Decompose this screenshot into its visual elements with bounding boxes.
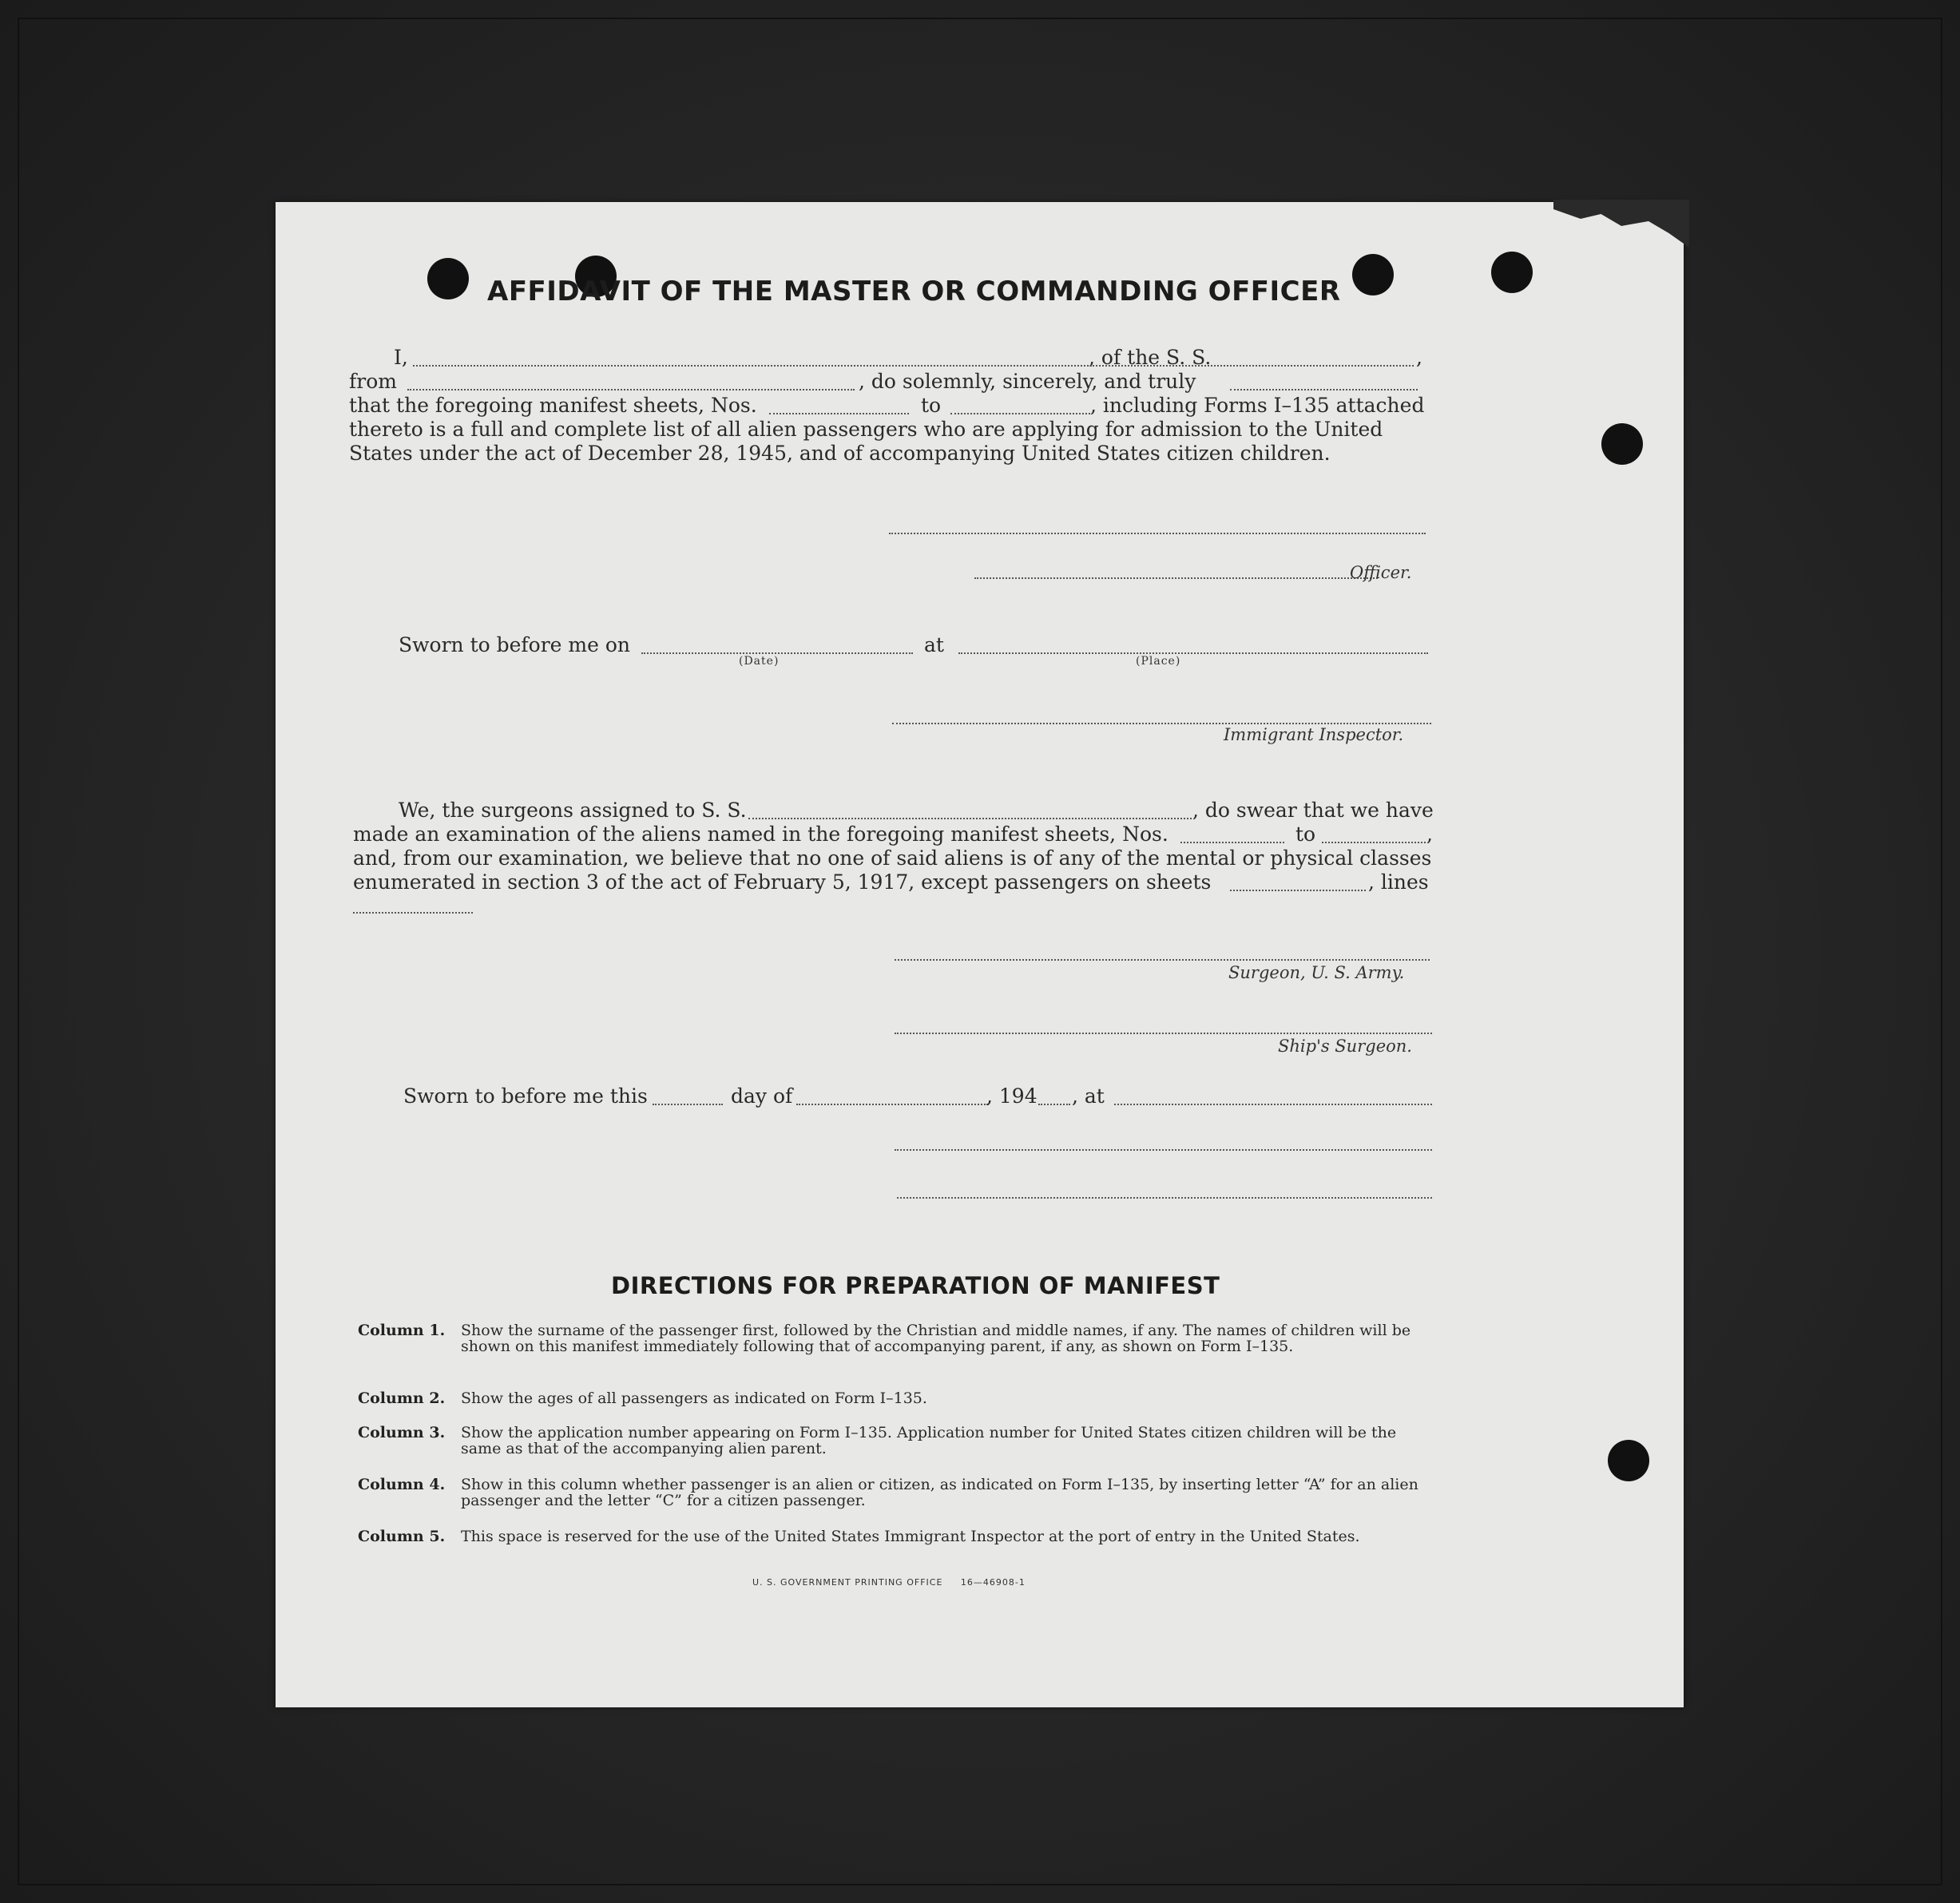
sworn-day-field[interactable]: [653, 1104, 723, 1105]
document-page: [276, 202, 1684, 1707]
column-1-label: Column 1.: [358, 1322, 446, 1339]
sworn-at-text: at: [924, 633, 944, 656]
surgeon-sheet-from-field[interactable]: [1180, 842, 1284, 843]
column-5-label: Column 5.: [358, 1528, 446, 1545]
printing-office-footer: U. S. GOVERNMENT PRINTING OFFICE 16—46908-1: [752, 1577, 1026, 1588]
inspector-label: Immigrant Inspector.: [1224, 725, 1404, 744]
officer-title-line[interactable]: [974, 577, 1378, 579]
affidavit-solemnly: , do solemnly, sincerely, and truly: [859, 370, 1196, 393]
ship-name-field[interactable]: [1090, 365, 1414, 367]
affidavit-title: AFFIDAVIT OF THE MASTER OR COMMANDING OFFICER: [487, 276, 1341, 307]
surgeons-line3: and, from our examination, we believe that no one of said aliens is of any of the mental or physical classes: [353, 846, 1432, 870]
affidavit-i: I,: [394, 346, 408, 369]
column-5-text: This space is reserved for the use of the United States Immigrant Inspector at the port of entry in the United States.: [461, 1528, 1360, 1545]
witness-signature-line-2[interactable]: [897, 1197, 1432, 1199]
sworn-at-place-field[interactable]: [1114, 1104, 1432, 1105]
except-lines-field[interactable]: [353, 912, 473, 914]
affidavit-line5: States under the act of December 28, 1945, and of accompanying United States citizen children.: [349, 442, 1331, 465]
surgeons-line1: We, the surgeons assigned to S. S.: [399, 799, 747, 822]
sworn-this-text: Sworn to before me this: [403, 1084, 648, 1108]
column-3-text: Show the application number appearing on Form I–135. Application number for United States citizen children will be the same as that of the accompanying alien parent.: [461, 1424, 1397, 1457]
affidavit-to: to: [921, 394, 942, 417]
directions-title: DIRECTIONS FOR PREPARATION OF MANIFEST: [611, 1272, 1220, 1299]
affidavit-line4: thereto is a full and complete list of all alien passengers who are applying for admission to the United: [349, 418, 1383, 441]
officer-signature-line[interactable]: [889, 533, 1426, 534]
at-text: , at: [1072, 1084, 1105, 1108]
sworn-on-text: Sworn to before me on: [399, 633, 631, 656]
surgeon-ship-field[interactable]: [748, 818, 1192, 819]
date-caption: (Date): [739, 655, 780, 668]
place-caption: (Place): [1136, 655, 1181, 668]
affidavit-of-ss: , of the S. S.: [1089, 346, 1212, 369]
punch-hole: [1608, 1440, 1649, 1481]
sworn-date-field[interactable]: [641, 652, 913, 654]
master-name-field[interactable]: [413, 365, 1092, 367]
except-sheets-field[interactable]: [1230, 890, 1366, 891]
sworn-month-field[interactable]: [796, 1104, 988, 1105]
surgeons-to: to: [1295, 823, 1316, 846]
officer-label: Officer.: [1350, 563, 1412, 582]
column-2-text: Show the ages of all passengers as indicated on Form I–135.: [461, 1390, 927, 1407]
witness-signature-line-1[interactable]: [895, 1149, 1432, 1151]
column-4-label: Column 4.: [358, 1476, 446, 1493]
port-from-field[interactable]: [407, 389, 855, 391]
punch-hole: [1352, 254, 1394, 295]
surgeons-swear: , do swear that we have: [1192, 799, 1434, 822]
year-text: , 194: [986, 1084, 1038, 1108]
surgeons-comma: ,: [1426, 823, 1433, 846]
punch-hole: [1601, 423, 1643, 465]
ship-surgeon-label: Ship's Surgeon.: [1278, 1037, 1412, 1056]
day-of-text: day of: [731, 1084, 793, 1108]
ship-surgeon-signature-line[interactable]: [895, 1033, 1432, 1034]
affidavit-sheets: that the foregoing manifest sheets, Nos.: [349, 394, 757, 417]
column-3-label: Column 3.: [358, 1424, 446, 1441]
affidavit-from: from: [349, 370, 397, 393]
surgeons-lines: , lines: [1368, 870, 1429, 894]
surgeon-sheet-to-field[interactable]: [1322, 842, 1426, 843]
sheet-from-field[interactable]: [769, 413, 909, 414]
army-surgeon-label: Surgeon, U. S. Army.: [1228, 963, 1405, 982]
column-4-text: Show in this column whether passenger is an alien or citizen, as indicated on Form I–135, by inserting letter “A” for an alien passenger and the letter “C” for a citizen passenger.: [461, 1476, 1418, 1509]
inspector-signature-line[interactable]: [892, 723, 1431, 724]
sworn-year-field[interactable]: [1038, 1104, 1070, 1105]
column-1-text: Show the surname of the passenger first, followed by the Christian and middle names, if any. The names of children will be shown on this manifest immediately following that of accompanying parent, if any, as shown on Form I–135.: [461, 1322, 1411, 1355]
oath-field[interactable]: [1230, 389, 1418, 391]
affidavit-comma: ,: [1416, 346, 1422, 369]
punch-hole: [427, 258, 469, 299]
affidavit-including: , including Forms I–135 attached: [1090, 394, 1425, 417]
sheet-to-field[interactable]: [950, 413, 1090, 414]
punch-hole: [1491, 252, 1533, 293]
surgeons-line2: made an examination of the aliens named in the foregoing manifest sheets, Nos.: [353, 823, 1168, 846]
sworn-place-field[interactable]: [958, 652, 1428, 654]
army-surgeon-signature-line[interactable]: [895, 959, 1430, 961]
column-2-label: Column 2.: [358, 1390, 446, 1407]
surgeons-line4: enumerated in section 3 of the act of February 5, 1917, except passengers on sheets: [353, 870, 1212, 894]
